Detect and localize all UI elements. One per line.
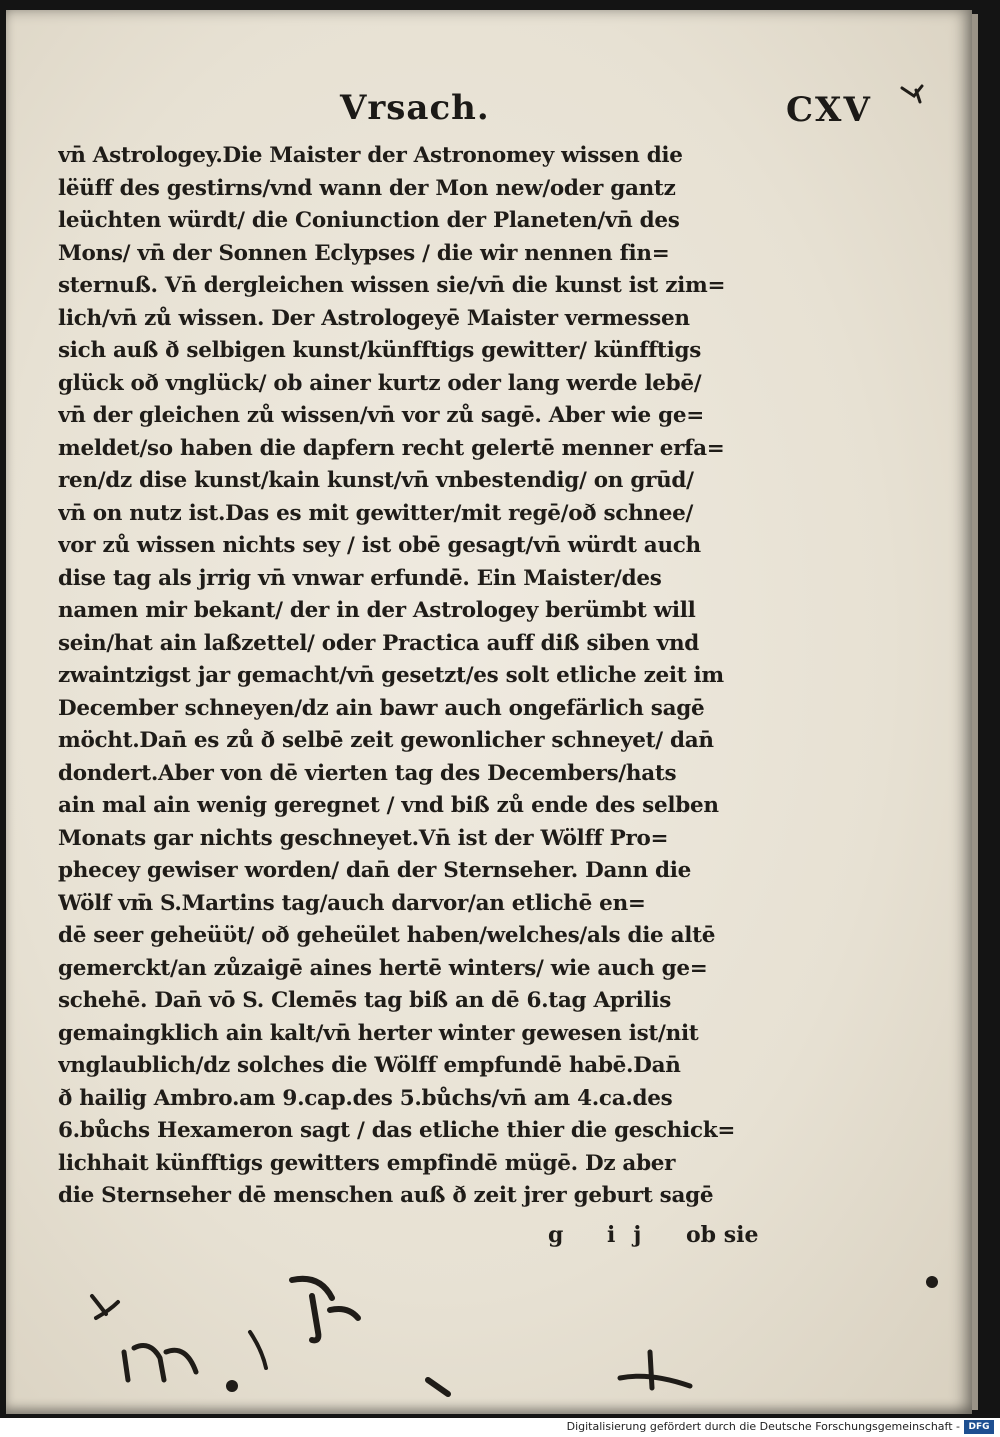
text-line: dē seer geheüϋt/ oð geheület haben/welches/als die altē — [58, 923, 716, 948]
text-line: zwaintzigst jar gemacht/vn̄ gesetzt/es solt etliche zeit im — [58, 663, 724, 688]
text-line: lëüff des gestirns/vnd wann der Mon new/oder gantz — [58, 175, 676, 201]
text-line: Monats gar nichts geschneyet.Vn̄ ist der Wölff Pro= — [58, 825, 669, 851]
text-line: December schneyen/dz ain bawr auch ongefärlich sagē — [58, 695, 705, 721]
text-line: sein/hat ain laßzettel/ oder Practica auff diß siben vnd — [58, 630, 700, 656]
page-edge — [972, 14, 978, 1410]
dfg-logo-icon: DFG — [964, 1420, 994, 1434]
digitization-credit: Digitalisierung gefördert durch die Deutsche Forschungsgemeinschaft - — [566, 1420, 960, 1433]
text-line: vor zů wissen nichts sey / ist obē gesagt/vn̄ würdt auch — [58, 533, 701, 558]
text-line: lich/vn̄ zů wissen. Der Astrologeyē Maister vermessen — [58, 305, 690, 331]
text-line: phecey gewiser worden/ dan̄ der Sternseher. Dann die — [58, 858, 691, 883]
text-line: sich auß ð selbigen kunst/künfftigs gewitter/ künfftigs — [58, 338, 702, 363]
text-line: Mons/ vn̄ der Sonnen Eclypses / die wir nennen fin= — [58, 240, 670, 266]
text-line: 6.bůchs Hexameron sagt / das etliche thier die geschick= — [58, 1118, 736, 1143]
text-line: ð hailig Ambro.am 9.cap.des 5.bůchs/vn̄ am 4.ca.des — [58, 1085, 673, 1111]
text-line: dise tag als jrrig vn̄ vnwar erfundē. Ein Maister/des — [58, 565, 662, 591]
text-line: gemerckt/an zůzaigē aines hertē winters/ wie auch ge= — [58, 955, 708, 981]
handwritten-marks — [0, 1240, 972, 1420]
text-line: vn̄ der gleichen zů wissen/vn̄ vor zů sagē. Aber wie ge= — [58, 403, 704, 428]
text-line: namen mir bekant/ der in der Astrologey berümbt will — [58, 598, 696, 623]
signature-mark: g ij — [548, 1222, 660, 1248]
text-line: lichhait künfftigs gewitters empfindē mügē. Dz aber — [58, 1150, 676, 1176]
text-line: vn̄ Astrologey.Die Maister der Astronomey wissen die — [58, 143, 683, 168]
text-line: vn̄ on nutz ist.Das es mit gewitter/mit regē/oð schnee/ — [58, 500, 694, 526]
text-line: gemaingklich ain kalt/vn̄ herter winter gewesen ist/nit — [58, 1020, 699, 1046]
text-line: meldet/so haben die dapfern recht gelertē menner erfa= — [58, 435, 725, 461]
text-line: ain mal ain wenig geregnet / vnd biß zů ende des selben — [58, 793, 719, 818]
catchword: ob sie — [686, 1222, 759, 1248]
text-line: sternuß. Vn̄ dergleichen wissen sie/vn̄ die kunst ist zim= — [58, 273, 726, 298]
text-line: möcht.Dan̄ es zů ð selbē zeit gewonlicher schneyet/ dan̄ — [58, 728, 714, 753]
text-line: dondert.Aber von dē vierten tag des Decembers/hats — [58, 760, 677, 786]
text-line: Wölf vm̄ S.Martins tag/auch darvor/an etlichē en= — [58, 890, 646, 916]
text-line: ren/dz dise kunst/kain kunst/vn̄ vnbestendig/ on grūd/ — [58, 468, 694, 493]
folio-number: CXV — [786, 90, 872, 130]
body-text — [58, 140, 758, 1213]
text-line: die Sternseher dē menschen auß ð zeit jrer geburt sagē — [58, 1183, 714, 1208]
text-line: glück oð vnglück/ ob ainer kurtz oder lang werde lebē/ — [58, 370, 702, 396]
ink-mark-icon — [898, 82, 928, 106]
running-head: Vrsach. — [340, 88, 490, 128]
text-line: vnglaublich/dz solches die Wölff empfundē habē.Dan̄ — [58, 1053, 681, 1078]
text-line: schehē. Dan̄ vō S. Clemēs tag biß an dē 6.tag Aprilis — [58, 988, 672, 1013]
text-line: leüchten würdt/ die Coniunction der Planeten/vn̄ des — [58, 208, 680, 233]
